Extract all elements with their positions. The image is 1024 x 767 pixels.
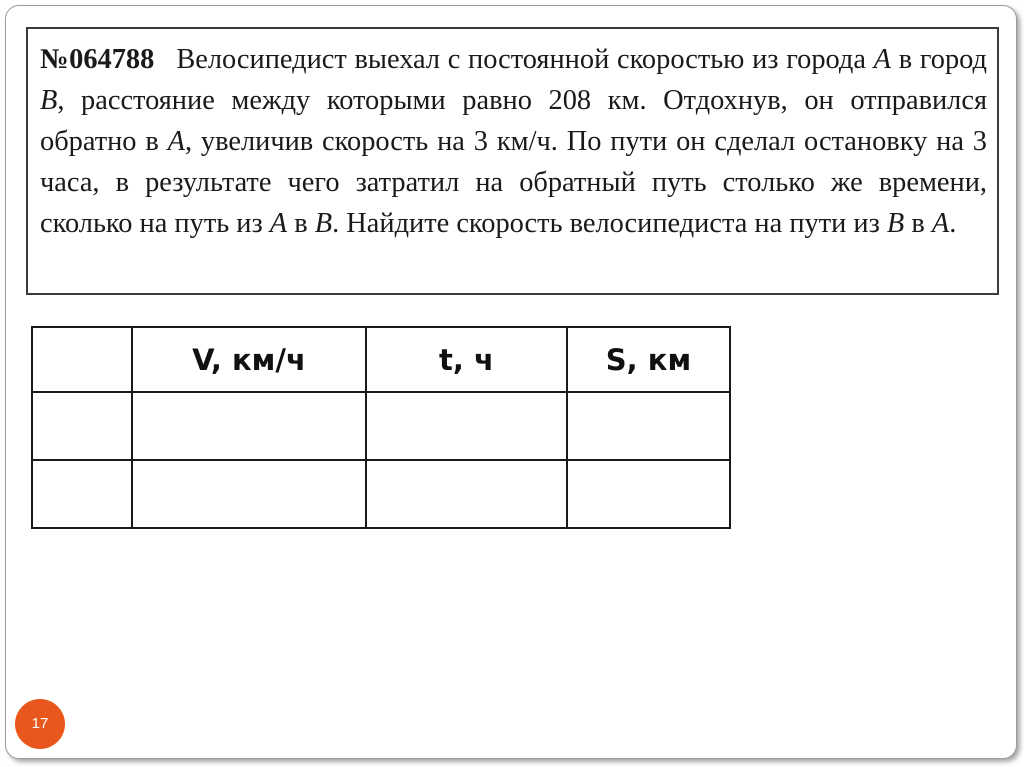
table-cell [32, 460, 132, 528]
problem-variable: A [167, 126, 185, 157]
table-cell [567, 392, 730, 460]
problem-variable: B [886, 208, 905, 239]
header-velocity: V, км/ч [132, 327, 366, 392]
table-cell [132, 392, 366, 460]
table-header-row [32, 327, 730, 392]
problem-text-segment: , расстояние между которыми равно 208 км. Отдохнув, он отправился обратно в [40, 85, 987, 157]
problem-variable: B [314, 208, 333, 239]
problem-variable: A [873, 44, 892, 75]
data-table [31, 326, 731, 529]
problem-text-segment: . Найдите скорость велосипедиста на пути из [332, 208, 887, 239]
header-empty [32, 327, 132, 392]
problem-variable: A [931, 208, 950, 239]
table-cell [32, 392, 132, 460]
header-distance: S, км [567, 327, 730, 392]
header-time: t, ч [366, 327, 567, 392]
table-row [32, 460, 730, 528]
problem-text [40, 44, 987, 239]
problem-text-segment: Велосипедист выехал с постоянной скоростью из города [176, 44, 874, 75]
page-number-badge: 17 [15, 699, 65, 749]
problem-text-segment: , увеличив скорость на 3 км/ч. По пути он сделал остановку на 3 часа, в результате чего затратил на обратный путь столько же времени, сколько на путь из [40, 126, 987, 239]
problem-text-segment: . [949, 208, 957, 239]
table-cell [132, 460, 366, 528]
table-cell [567, 460, 730, 528]
problem-variable: A [269, 208, 288, 239]
table-row [32, 392, 730, 460]
problem-text-segment: в [904, 208, 932, 239]
problem-text-segment: в [287, 208, 315, 239]
table-cell [366, 392, 567, 460]
problem-box [26, 27, 999, 295]
problem-variable: B [40, 85, 58, 116]
table-cell [366, 460, 567, 528]
problem-number: №064788 [40, 44, 155, 75]
problem-text-segment: в город [891, 44, 987, 75]
